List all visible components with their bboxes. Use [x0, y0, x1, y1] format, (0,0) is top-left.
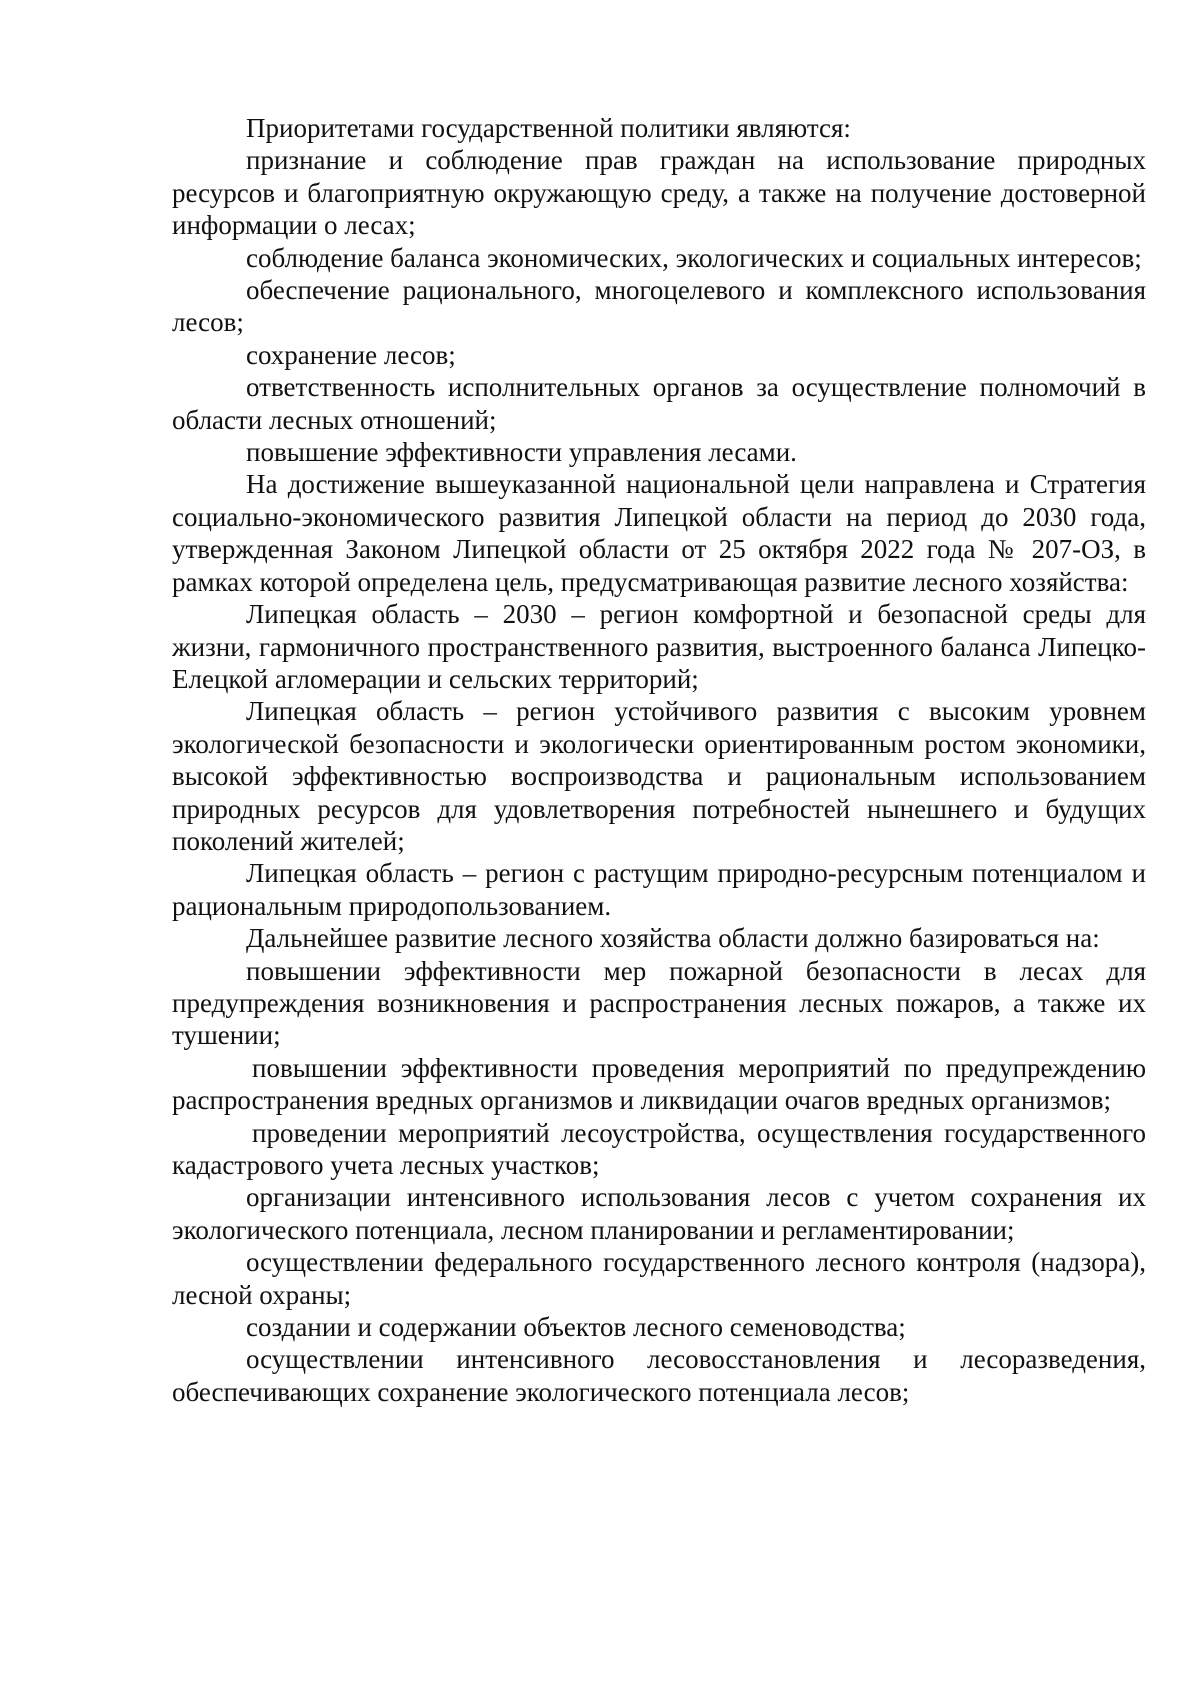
paragraph-reforestation: осуществлении интенсивного лесовосстановления и лесоразведения, обеспечивающих сохранение экологического потенциала лесов; — [172, 1344, 1146, 1407]
paragraph-pest-control: повышении эффективности проведения мероприятий по предупреждению распространения вредных организмов и ликвидации очагов вредных организмов; — [172, 1052, 1146, 1116]
paragraph-priority-efficiency: повышение эффективности управления лесами. — [246, 437, 797, 468]
paragraph-priority-responsibility: ответственность исполнительных органов за осуществление полномочий в области лесных отношений; — [172, 372, 1146, 435]
paragraph-region-comfort: Липецкая область – 2030 – регион комфортной и безопасной среды для жизни, гармоничного пространственного развития, выстроенного баланса Липецко-Елецкой агломерации и сельских территорий; — [172, 599, 1146, 694]
paragraph-seed-production: создании и содержании объектов лесного семеноводства; — [246, 1312, 906, 1343]
paragraph-intensive-use: организации интенсивного использования лесов с учетом сохранения их экологического потенциала, лесном планировании и регламентировании; — [172, 1182, 1146, 1245]
paragraph-strategy: На достижение вышеуказанной национальной цели направлена и Стратегия социально-экономического развития Липецкой области на период до 2030 года, утвержденная Законом Липецкой области от 25 октября 2022 года № 207-ОЗ, в рамках которой определена цель, предусматривающая развитие лесного хозяйства: — [172, 469, 1146, 597]
paragraph-priority-rational-use: обеспечение рационального, многоцелевого и комплексного использования лесов; — [172, 275, 1146, 338]
paragraph-priority-rights: признание и соблюдение прав граждан на использование природных ресурсов и благоприятную окружающую среду, а также на получение достоверной информации о лесах; — [172, 145, 1146, 241]
paragraph-priority-balance: соблюдение баланса экономических, экологических и социальных интересов; — [246, 242, 1142, 273]
paragraph-development-heading: Дальнейшее развитие лесного хозяйства области должно базироваться на: — [246, 923, 1100, 954]
paragraph-region-resources: Липецкая область – регион с растущим природно-ресурсным потенциалом и рациональным природопользованием. — [172, 858, 1146, 921]
document-page — [172, 112, 1146, 1408]
paragraph-priorities-heading: Приоритетами государственной политики являются: — [246, 113, 851, 143]
paragraph-forest-management: проведении мероприятий лесоустройства, осуществления государственного кадастрового учета лесных участков; — [172, 1117, 1146, 1180]
paragraph-fire-safety: повышении эффективности мер пожарной безопасности в лесах для предупреждения возникновения и распространения лесных пожаров, а также их тушении; — [172, 955, 1146, 1051]
paragraph-priority-preservation: сохранение лесов; — [246, 339, 456, 370]
paragraph-region-sustainable: Липецкая область – регион устойчивого развития с высоким уровнем экологической безопасности и экологически ориентированным ростом экономики, высокой эффективностью воспроизводства и рациональным использованием природных ресурсов для удовлетворения потребностей нынешнего и будущих поколений жителей; — [172, 696, 1146, 856]
paragraph-forest-control: осуществлении федерального государственного лесного контроля (надзора), лесной охраны; — [172, 1247, 1146, 1310]
